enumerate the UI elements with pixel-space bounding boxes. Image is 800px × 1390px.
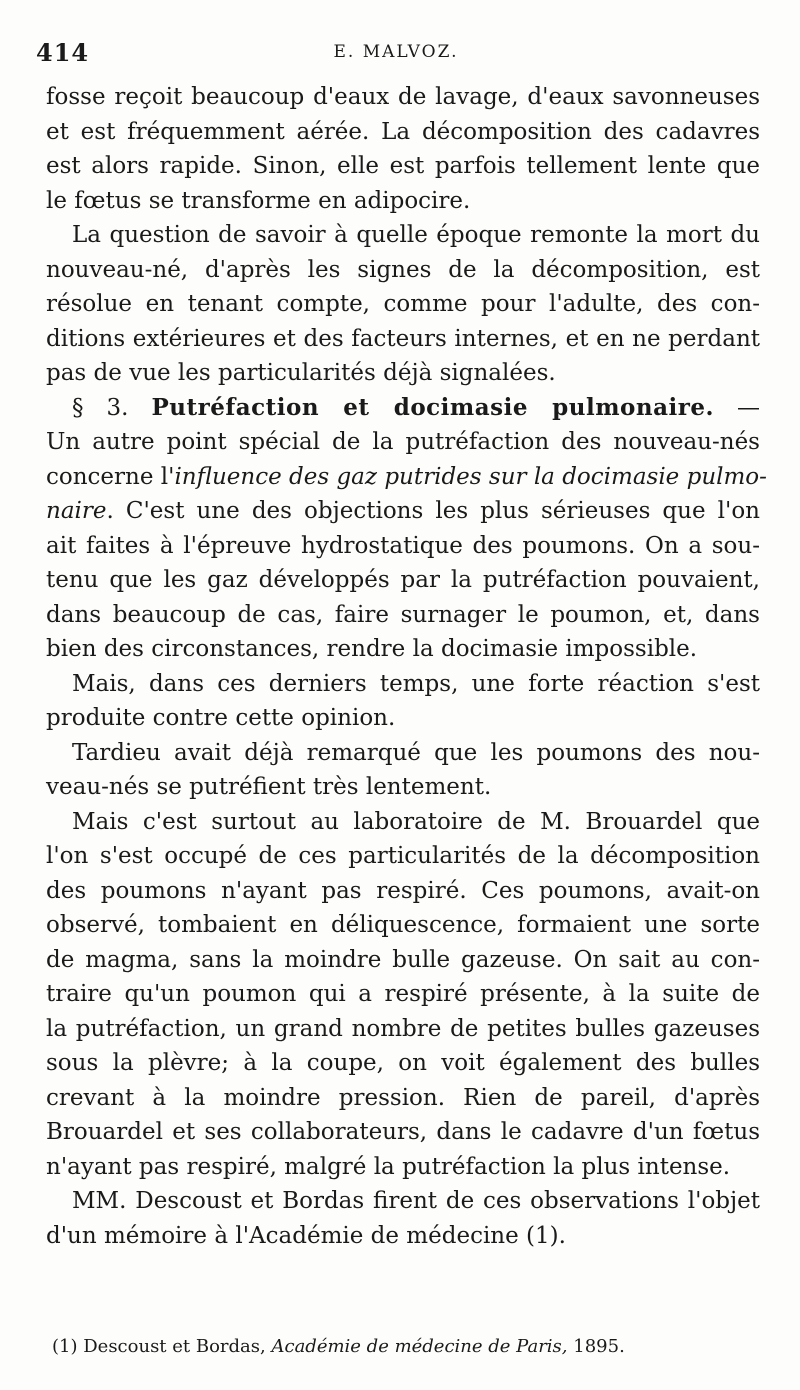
section-heading-line xyxy=(46,391,760,426)
text-line: dans beaucoup de cas, faire surnager le poumon, et, dans xyxy=(46,601,760,628)
text-line: et est fréquemment aérée. La décomposition des cadavres xyxy=(46,118,760,145)
text-line: bien des circonstances, rendre la docimasie impossible. xyxy=(46,636,698,662)
text-line: observé, tombaient en déliquescence, formaient une sorte xyxy=(46,912,760,938)
footnote-title: Académie de médecine de Paris, xyxy=(271,1336,568,1357)
section-marker: § 3. xyxy=(72,394,129,421)
text-line: la putréfaction, un grand nombre de petites bulles gazeuses xyxy=(46,1015,760,1042)
text-line: d'un mémoire à l'Académie de médecine (1). xyxy=(46,1222,566,1249)
text-line: Tardieu avait déjà remarqué que les poumons des nou- xyxy=(72,739,760,766)
text-line: produite contre cette opinion. xyxy=(46,705,396,731)
footnote xyxy=(52,1336,752,1357)
text-line: traire qu'un poumon qui a respiré présente, à la suite de xyxy=(46,981,760,1007)
text-line: MM. Descoust et Bordas firent de ces observations l'objet xyxy=(72,1188,760,1214)
section-title: Putréfaction et docimasie pulmonaire. xyxy=(151,393,714,421)
text-line: nouveau-né, d'après les signes de la décomposition, est xyxy=(46,256,760,283)
body-text xyxy=(46,80,767,1253)
text-segment: . C'est une des objections les plus sérieuses que l'on xyxy=(106,498,760,524)
text-line: La question de savoir à quelle époque remonte la mort du xyxy=(72,222,760,248)
text-line: ait faites à l'épreuve hydrostatique des poumons. On a sou- xyxy=(46,532,760,559)
text-line: Mais c'est surtout au laboratoire de M. Brouardel que xyxy=(72,808,760,835)
running-head: E. MALVOZ. xyxy=(333,42,459,62)
footnote-marker: (1) xyxy=(52,1336,78,1357)
text-line: tenu que les gaz développés par la putréfaction pouvaient, xyxy=(46,567,760,593)
text-line: veau-nés se putréfient très lentement. xyxy=(46,774,492,800)
footnote-year: 1895. xyxy=(573,1336,625,1357)
italic-segment: influence des gaz putrides sur la docimasie pulmo- xyxy=(174,463,767,490)
text-line xyxy=(46,494,760,529)
text-line: sous la plèvre; à la coupe, on voit également des bulles xyxy=(46,1050,760,1076)
text-line: pas de vue les particularités déjà signalées. xyxy=(46,360,556,386)
text-line: ditions extérieures et des facteurs internes, et en ne perdant xyxy=(46,325,760,352)
text-line: Brouardel et ses collaborateurs, dans le cadavre d'un fœtus xyxy=(46,1119,760,1145)
text-segment: concerne l' xyxy=(46,463,175,490)
text-line: de magma, sans la moindre bulle gazeuse. On sait au con- xyxy=(46,946,760,973)
text-line: fosse reçoit beaucoup d'eaux de lavage, d'eaux savonneuses xyxy=(46,84,760,110)
text-line xyxy=(46,460,767,495)
text-line: est alors rapide. Sinon, elle est parfois tellement lente que xyxy=(46,153,760,179)
text-line: l'on s'est occupé de ces particularités de la décomposition xyxy=(46,843,760,869)
text-line: Mais, dans ces derniers temps, une forte réaction s'est xyxy=(72,670,760,697)
footnote-authors: Descoust et Bordas, xyxy=(83,1336,266,1357)
text-line: n'ayant pas respiré, malgré la putréfaction la plus intense. xyxy=(46,1153,731,1180)
text-line: Un autre point spécial de la putréfaction des nouveau-nés xyxy=(46,429,760,455)
italic-segment: naire xyxy=(46,498,107,524)
text-line: des poumons n'ayant pas respiré. Ces poumons, avait-on xyxy=(46,877,760,904)
page-header xyxy=(36,38,756,72)
page-number: 414 xyxy=(36,38,90,67)
text-line: crevant à la moindre pression. Rien de pareil, d'après xyxy=(46,1084,760,1111)
text-line: le fœtus se transforme en adipocire. xyxy=(46,187,471,214)
text-line: résolue en tenant compte, comme pour l'adulte, des con- xyxy=(46,291,760,317)
section-dash: — xyxy=(737,394,761,421)
